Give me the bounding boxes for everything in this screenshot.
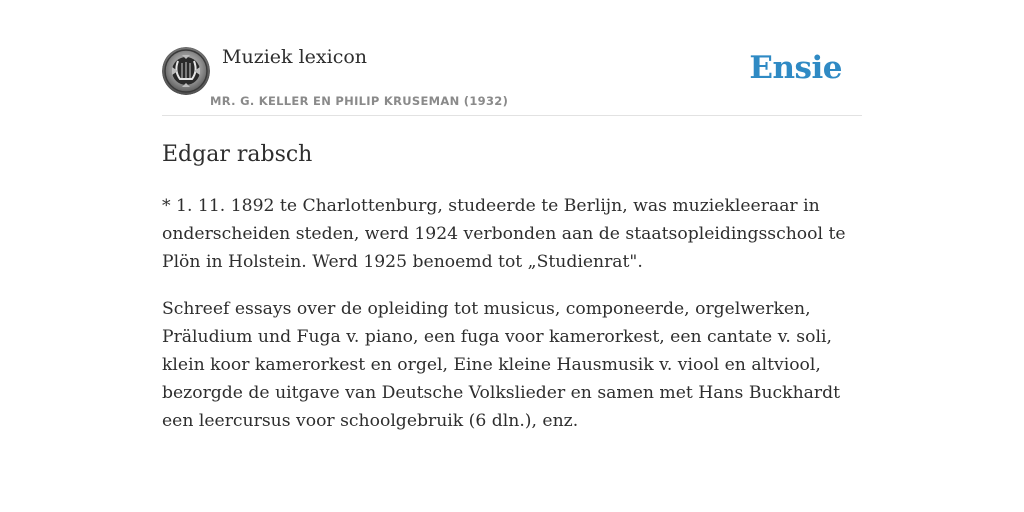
entry-paragraph-1: * 1. 11. 1892 te Charlottenburg, studeerde te Berlijn, was muziekleeraar in onderscheiden steden, werd 1924 verbonden aan de staatsopleidingsschool te Plön in Holstein. Werd 1925 benoemd tot „Studienrat". — [162, 196, 846, 272]
entry-title: Edgar rabsch — [162, 142, 313, 167]
page-container — [162, 40, 862, 435]
book-header — [162, 40, 862, 116]
book-logo[interactable] — [162, 47, 210, 95]
lyre-emblem-icon — [162, 47, 210, 95]
book-authors: MR. G. KELLER EN PHILIP KRUSEMAN (1932) — [210, 94, 509, 108]
ensie-logo-link[interactable]: Ensie — [749, 50, 842, 86]
entry-paragraph-2: Schreef essays over de opleiding tot musicus, componeerde, orgelwerken, Präludium und Fuga v. piano, een fuga voor kamerorkest, een cantate v. soli, klein koor kamerorkest en orgel, Eine kleine Hausmusik v. viool en altviool, bezorgde de uitgave van Deutsche Volkslieder en samen met Hans Buckhardt een leercursus voor schoolgebruik (6 dln.), enz. — [162, 299, 841, 431]
book-title-link[interactable]: Muziek lexicon — [222, 46, 368, 68]
